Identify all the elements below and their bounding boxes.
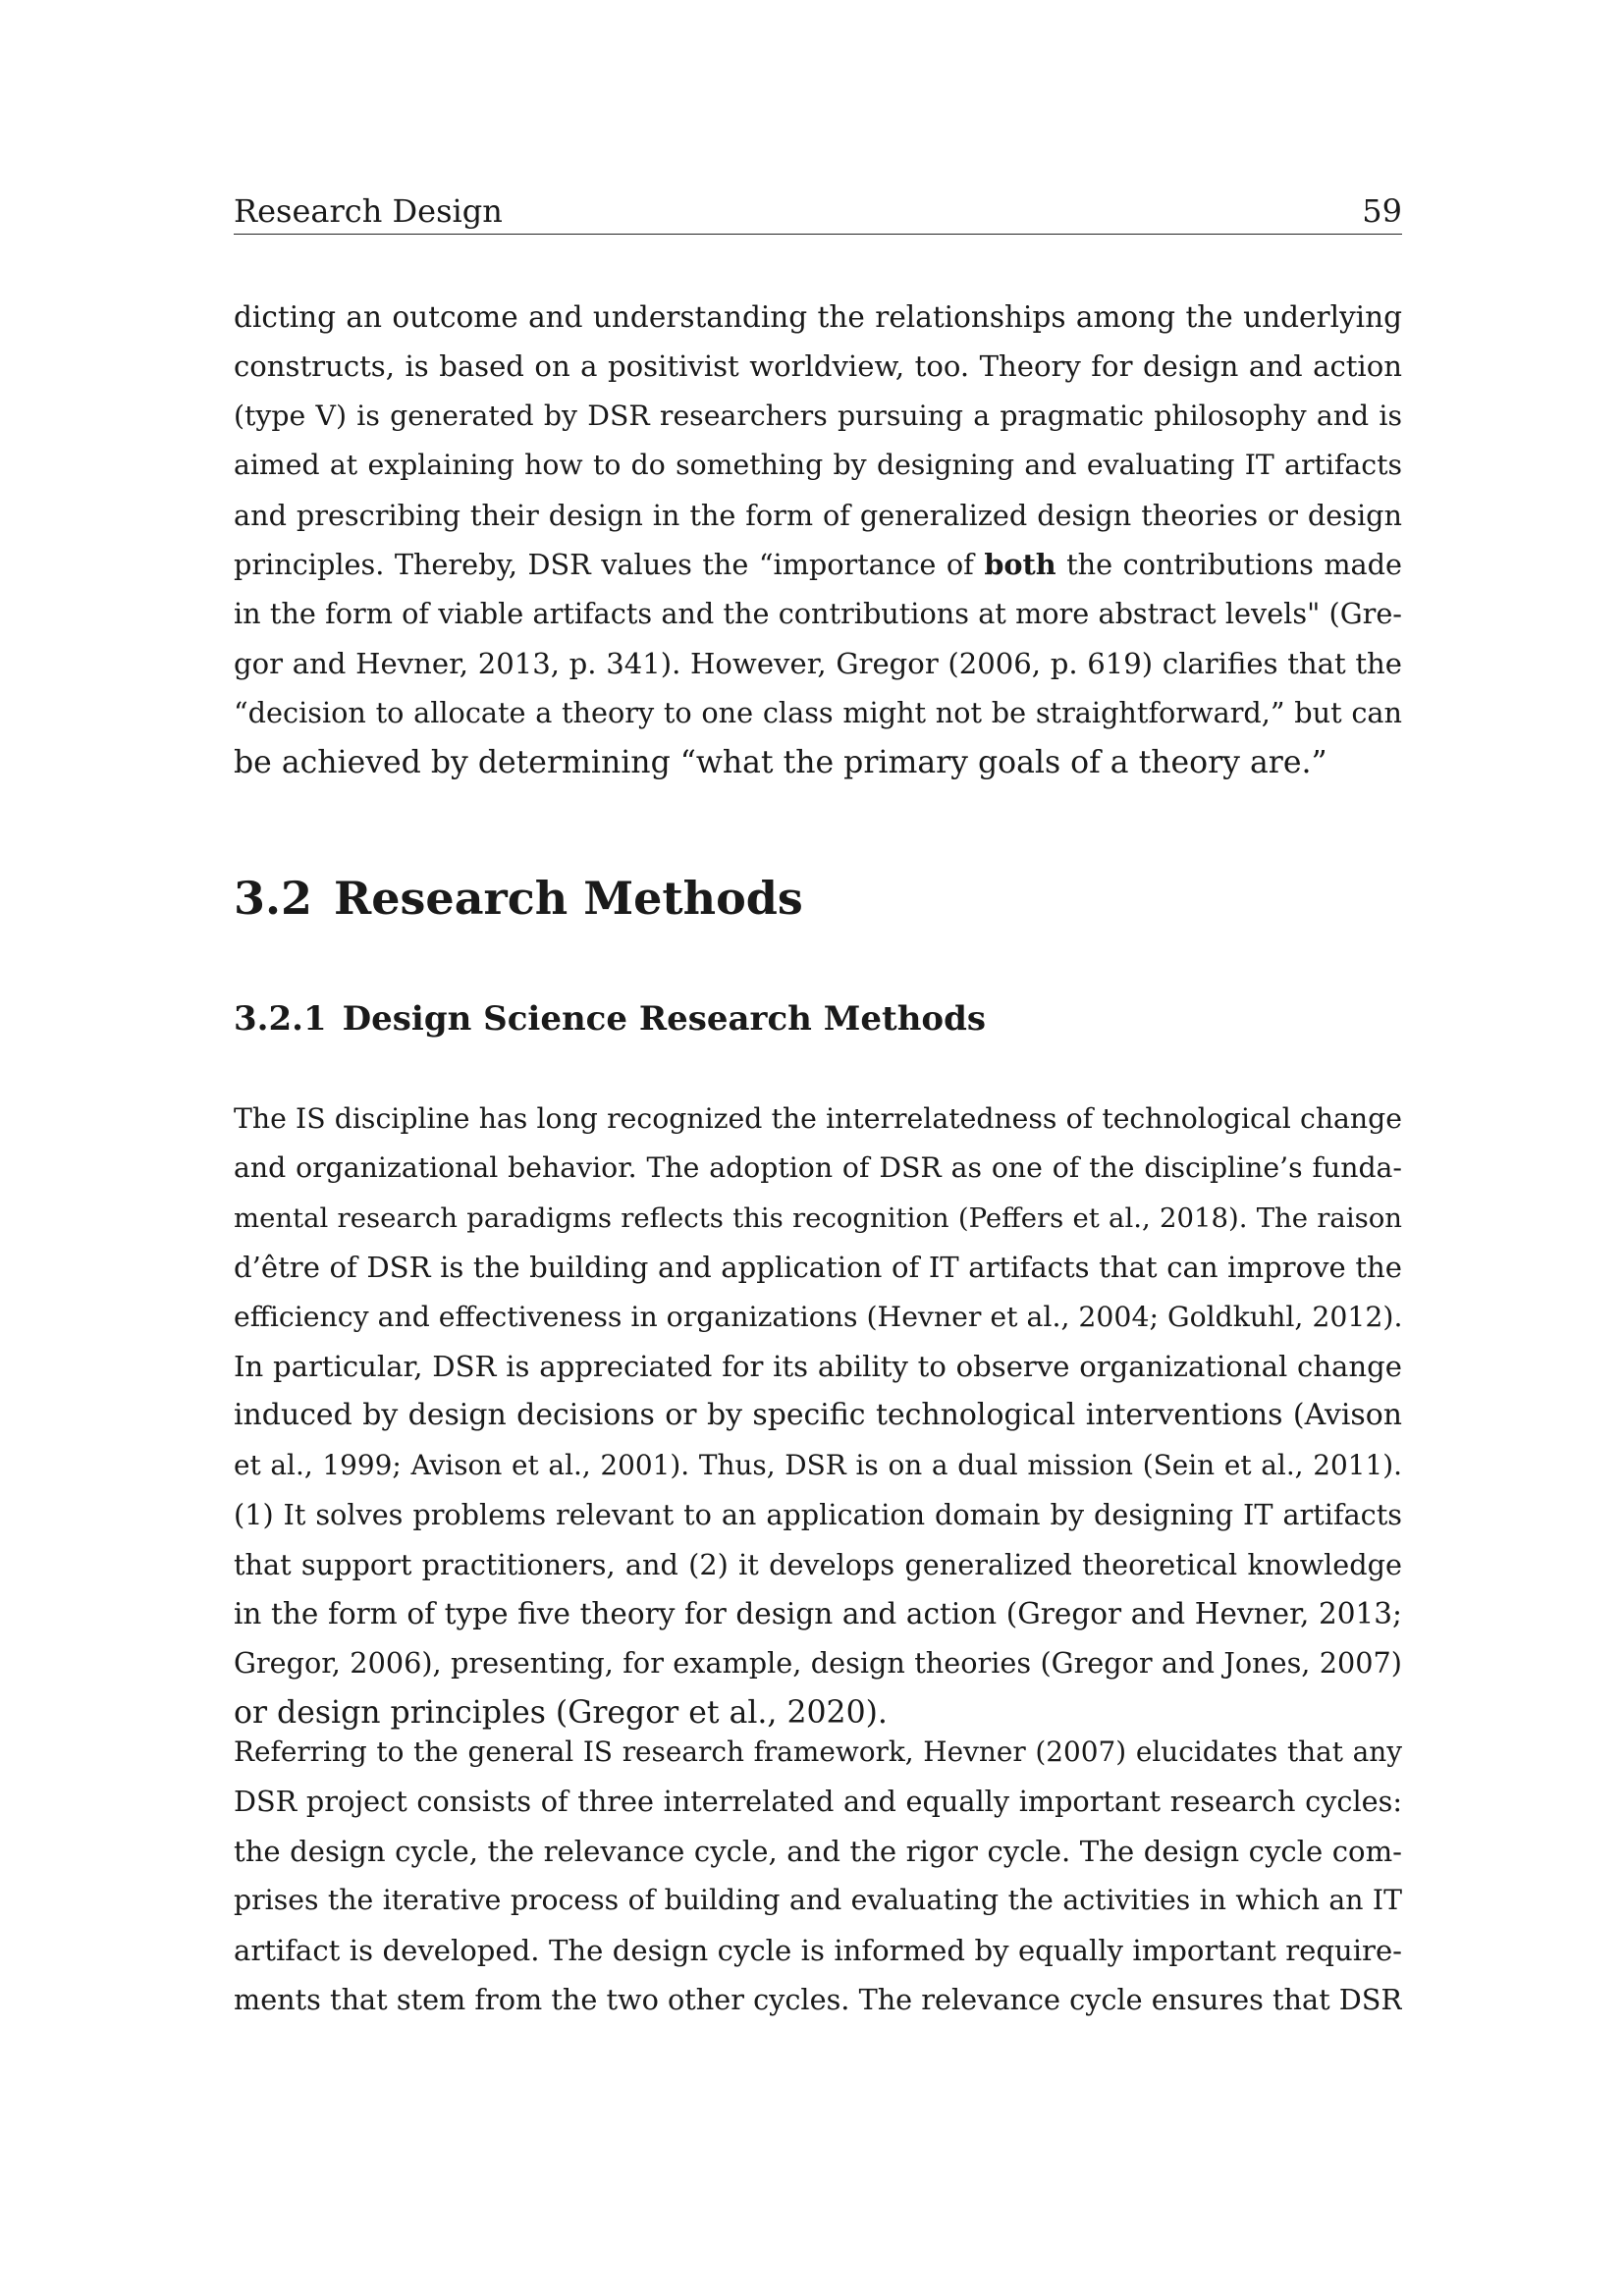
paragraph-line: “decision to allocate a theory to one class might not be straightforward,” but can bbox=[234, 696, 1402, 730]
paragraph-line: DSR project consists of three interrelated and equally important research cycles: bbox=[234, 1785, 1402, 1819]
paragraph-line: induced by design decisions or by specific technological interventions (Avison bbox=[234, 1398, 1402, 1433]
paragraph-line: The IS discipline has long recognized the interrelatedness of technological change bbox=[234, 1102, 1402, 1135]
paragraph-line: gor and Hevner, 2013, p. 341). However, Gregor (2006, p. 619) clarifies that the bbox=[234, 646, 1402, 680]
paragraph-line: Referring to the general IS research framework, Hevner (2007) elucidates that any bbox=[234, 1735, 1402, 1768]
paragraph-line: Gregor, 2006), presenting, for example, design theories (Gregor and Jones, 2007) bbox=[234, 1646, 1402, 1681]
paragraph-line: aimed at explaining how to do something by designing and evaluating IT artifacts bbox=[234, 449, 1402, 482]
paragraph-line: (type V) is generated by DSR researchers pursuing a pragmatic philosophy and is bbox=[234, 399, 1402, 432]
paragraph-line: (1) It solves problems relevant to an application domain by designing IT artifacts bbox=[234, 1498, 1402, 1532]
paragraph-line: efficiency and effectiveness in organizations (Hevner et al., 2004; Goldkuhl, 2012). bbox=[234, 1300, 1402, 1333]
subsection-number: 3.2.1 bbox=[234, 999, 327, 1039]
subsection-title: Design Science Research Methods bbox=[342, 999, 987, 1039]
paragraph-line bbox=[234, 540, 1402, 589]
paragraph-line: or design principles (Gregor et al., 2020). bbox=[234, 1694, 888, 1731]
running-head-title: Research Design bbox=[234, 192, 503, 230]
paragraph-3 bbox=[234, 1728, 1402, 2024]
paragraph-2 bbox=[234, 1095, 1402, 1737]
paragraph-line: and organizational behavior. The adoption of DSR as one of the discipline’s funda- bbox=[234, 1151, 1402, 1185]
paragraph-line: dicting an outcome and understanding the relationships among the underlying bbox=[234, 300, 1402, 334]
paragraph-line: in the form of viable artifacts and the contributions at more abstract levels" (Gre- bbox=[234, 597, 1402, 631]
paragraph-1 bbox=[234, 293, 1402, 787]
page-number: 59 bbox=[1362, 192, 1402, 230]
paragraph-line: ments that stem from the two other cycles. The relevance cycle ensures that DSR bbox=[234, 1983, 1402, 2017]
paragraph-line: mental research paradigms reflects this recognition (Peffers et al., 2018). The raison bbox=[234, 1201, 1402, 1234]
paragraph-line: et al., 1999; Avison et al., 2001). Thus, DSR is on a dual mission (Sein et al., 2011). bbox=[234, 1448, 1402, 1481]
paragraph-line: In particular, DSR is appreciated for its ability to observe organizational change bbox=[234, 1350, 1402, 1384]
emphasis-both: both bbox=[984, 548, 1056, 582]
paragraph-line: prises the iterative process of building and evaluating the activities in which an IT bbox=[234, 1884, 1402, 1917]
section-title: Research Methods bbox=[334, 872, 803, 925]
paragraph-line: in the form of type five theory for design and action (Gregor and Hevner, 2013; bbox=[234, 1597, 1402, 1631]
paragraph-line: d’être of DSR is the building and application of IT artifacts that can improve the bbox=[234, 1251, 1402, 1285]
text-run: the contributions made bbox=[1056, 548, 1402, 582]
subsection-heading bbox=[234, 999, 986, 1039]
section-heading bbox=[234, 872, 803, 925]
running-head bbox=[234, 192, 1402, 235]
section-number: 3.2 bbox=[234, 872, 313, 925]
paragraph-line: the design cycle, the relevance cycle, and the rigor cycle. The design cycle com- bbox=[234, 1834, 1402, 1868]
text-run: principles. Thereby, DSR values the “importance of bbox=[234, 548, 985, 582]
paragraph-line: be achieved by determining “what the primary goals of a theory are.” bbox=[234, 744, 1327, 780]
paragraph-line: constructs, is based on a positivist worldview, too. Theory for design and action bbox=[234, 349, 1402, 384]
paragraph-line: artifact is developed. The design cycle is informed by equally important require- bbox=[234, 1933, 1402, 1967]
paragraph-line: and prescribing their design in the form of generalized design theories or design bbox=[234, 498, 1402, 532]
paragraph-line: that support practitioners, and (2) it develops generalized theoretical knowledge bbox=[234, 1547, 1402, 1581]
